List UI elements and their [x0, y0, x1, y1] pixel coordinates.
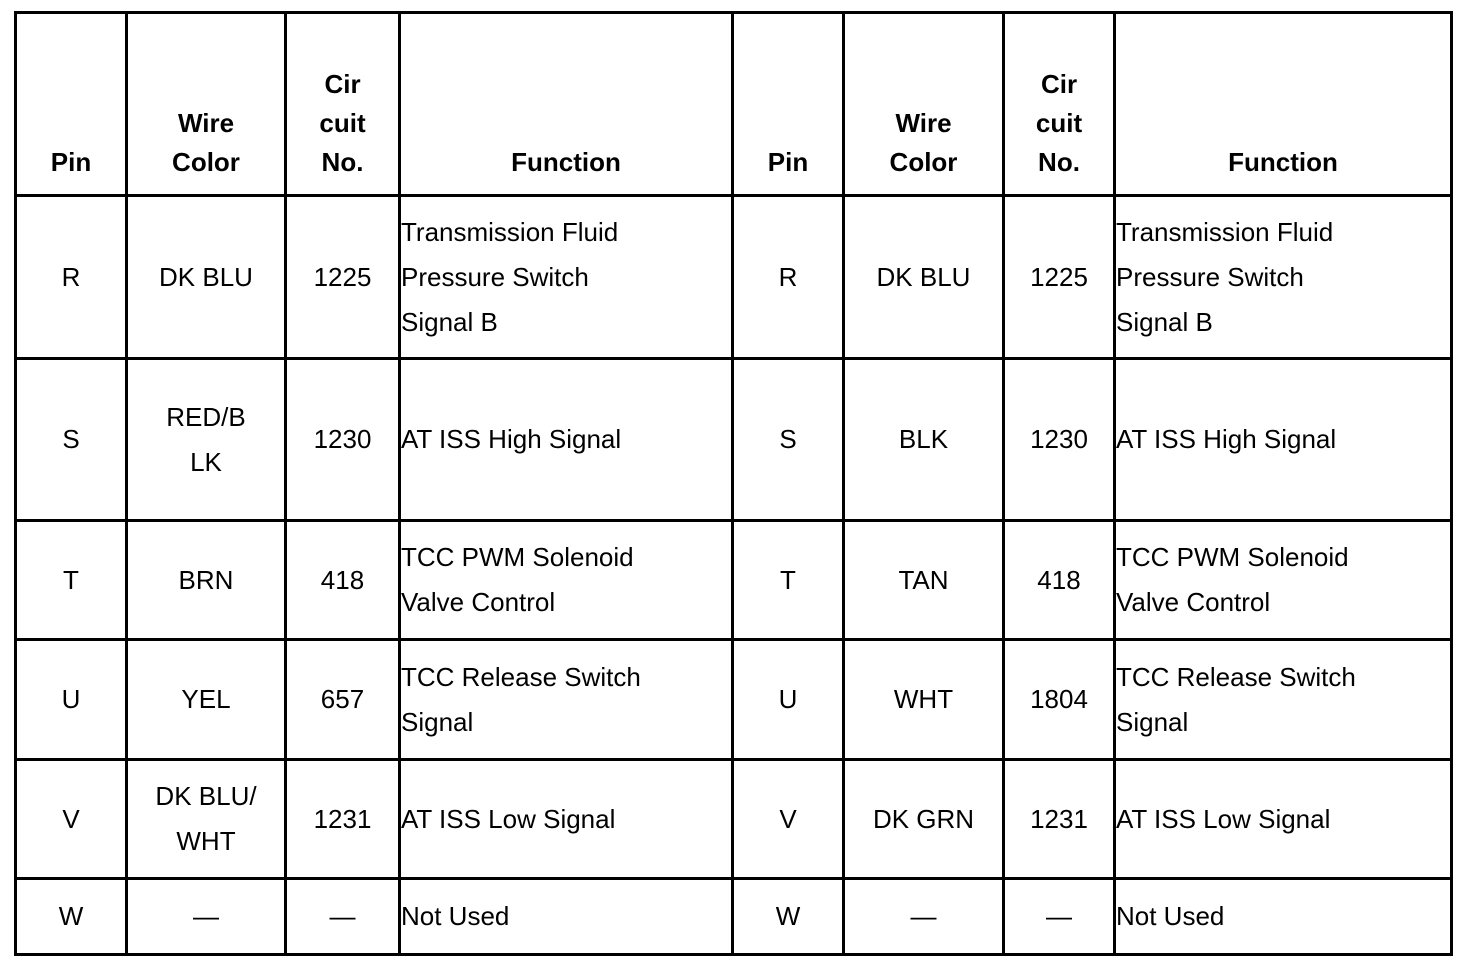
- circuit-number-cell: —: [1004, 879, 1115, 955]
- connector-pinout-table: [14, 11, 1453, 956]
- function-cell: AT ISS High Signal: [400, 359, 733, 521]
- function-cell: AT ISS Low Signal: [400, 760, 733, 879]
- pin-cell: U: [733, 640, 844, 760]
- header-function-right: Function: [1115, 13, 1452, 196]
- pin-cell: T: [733, 521, 844, 640]
- wire-color-cell: —: [844, 879, 1004, 955]
- table-row: [16, 760, 1452, 879]
- pin-cell: V: [733, 760, 844, 879]
- wire-color-cell: RED/B LK: [127, 359, 286, 521]
- function-cell: Not Used: [400, 879, 733, 955]
- circuit-number-cell: 418: [1004, 521, 1115, 640]
- header-pin-left: Pin: [16, 13, 127, 196]
- table-row: [16, 879, 1452, 955]
- wire-color-cell: WHT: [844, 640, 1004, 760]
- circuit-number-cell: 657: [286, 640, 400, 760]
- circuit-number-cell: 1804: [1004, 640, 1115, 760]
- header-circuit-no-right: Cir cuit No.: [1004, 13, 1115, 196]
- pin-cell: S: [733, 359, 844, 521]
- pin-cell: V: [16, 760, 127, 879]
- circuit-number-cell: 1225: [1004, 196, 1115, 359]
- table-row: [16, 196, 1452, 359]
- table-row: [16, 359, 1452, 521]
- circuit-number-cell: 1231: [1004, 760, 1115, 879]
- circuit-number-cell: 1231: [286, 760, 400, 879]
- wire-color-cell: TAN: [844, 521, 1004, 640]
- wire-color-cell: DK GRN: [844, 760, 1004, 879]
- wire-color-cell: BRN: [127, 521, 286, 640]
- header-circuit-no-left: Cir cuit No.: [286, 13, 400, 196]
- wire-color-cell: DK BLU/ WHT: [127, 760, 286, 879]
- header-wire-color-right: Wire Color: [844, 13, 1004, 196]
- function-cell: TCC Release Switch Signal: [1115, 640, 1452, 760]
- header-wire-color-left: Wire Color: [127, 13, 286, 196]
- circuit-number-cell: 1225: [286, 196, 400, 359]
- function-cell: Not Used: [1115, 879, 1452, 955]
- function-cell: AT ISS High Signal: [1115, 359, 1452, 521]
- pin-cell: R: [16, 196, 127, 359]
- pin-cell: W: [733, 879, 844, 955]
- function-cell: TCC PWM Solenoid Valve Control: [400, 521, 733, 640]
- wire-color-cell: DK BLU: [127, 196, 286, 359]
- circuit-number-cell: 418: [286, 521, 400, 640]
- header-pin-right: Pin: [733, 13, 844, 196]
- pin-cell: W: [16, 879, 127, 955]
- header-row: [16, 13, 1452, 196]
- wire-color-cell: YEL: [127, 640, 286, 760]
- function-cell: Transmission Fluid Pressure Switch Signal B: [1115, 196, 1452, 359]
- function-cell: TCC Release Switch Signal: [400, 640, 733, 760]
- pin-cell: U: [16, 640, 127, 760]
- pin-cell: T: [16, 521, 127, 640]
- circuit-number-cell: 1230: [1004, 359, 1115, 521]
- function-cell: TCC PWM Solenoid Valve Control: [1115, 521, 1452, 640]
- circuit-number-cell: 1230: [286, 359, 400, 521]
- table-row: [16, 521, 1452, 640]
- function-cell: Transmission Fluid Pressure Switch Signal B: [400, 196, 733, 359]
- pin-cell: R: [733, 196, 844, 359]
- wire-color-cell: BLK: [844, 359, 1004, 521]
- pin-cell: S: [16, 359, 127, 521]
- function-cell: AT ISS Low Signal: [1115, 760, 1452, 879]
- table-row: [16, 640, 1452, 760]
- wire-color-cell: DK BLU: [844, 196, 1004, 359]
- circuit-number-cell: —: [286, 879, 400, 955]
- header-function-left: Function: [400, 13, 733, 196]
- wire-color-cell: —: [127, 879, 286, 955]
